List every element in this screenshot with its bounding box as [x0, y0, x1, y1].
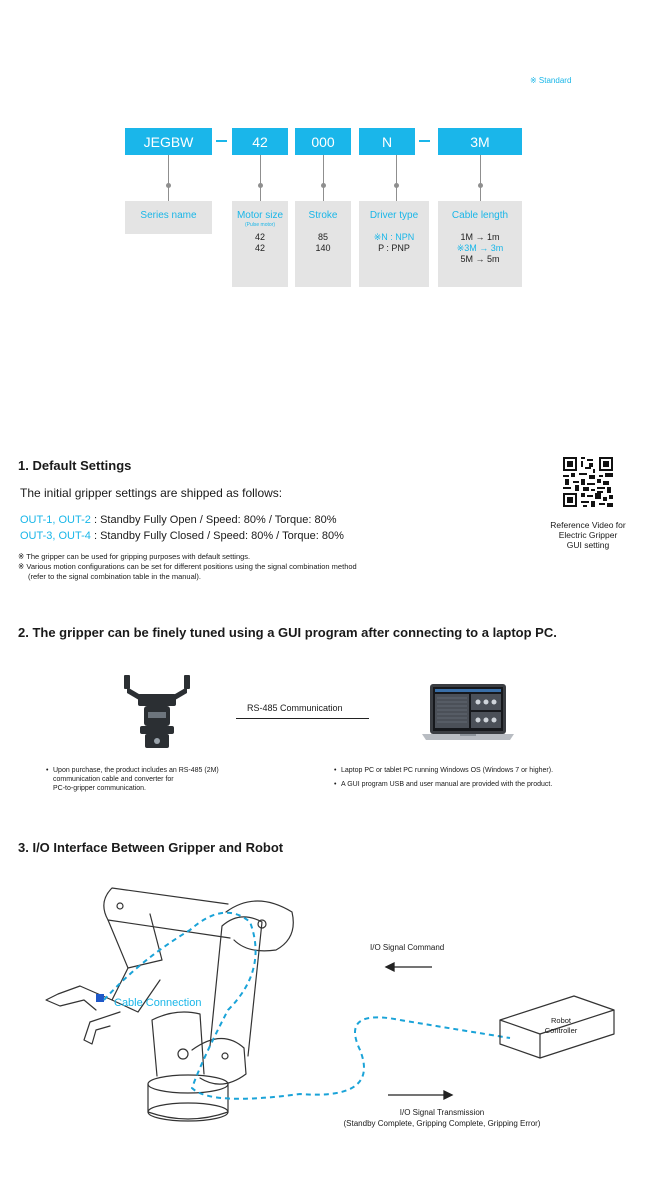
- bullet-line: PC-to-gripper communication.: [53, 785, 146, 792]
- code-series: JEGBW: [125, 128, 212, 155]
- code-driver: N: [359, 128, 415, 155]
- rs485-line: [236, 718, 369, 719]
- connector-line: [480, 155, 481, 203]
- right-bullet-2: • A GUI program USB and user manual are provided with the product.: [341, 780, 552, 789]
- out2-value: : Standby Fully Closed / Speed: 80% / Torque: 80%: [90, 530, 344, 542]
- qr-code-icon[interactable]: [563, 457, 613, 507]
- connector-dot: [394, 183, 399, 188]
- robot-controller-label: [534, 1016, 588, 1036]
- spec-stroke: [295, 201, 351, 287]
- left-bullet: [53, 766, 219, 793]
- spec-series: [125, 201, 212, 234]
- spec-stroke-row: 140: [315, 243, 331, 253]
- connector-line: [396, 155, 397, 203]
- code-dash: [419, 140, 430, 142]
- out1-key: OUT-1, OUT-2: [20, 514, 91, 526]
- out1-value: : Standby Fully Open / Speed: 80% / Torque: 80%: [90, 514, 337, 526]
- io-command-label: I/O Signal Command: [370, 943, 445, 952]
- spec-driver-row: P : PNP: [378, 243, 410, 253]
- section3-heading: 3. I/O Interface Between Gripper and Robot: [18, 840, 284, 855]
- section1-lead: The initial gripper settings are shipped as follows:: [20, 486, 283, 500]
- io-transmission-label: [292, 1107, 592, 1129]
- spec-motor-subtitle: (Pulse motor): [244, 222, 275, 228]
- qr-caption-line: Reference Video for: [550, 520, 626, 530]
- section2-heading: 2. The gripper can be finely tuned using a GUI program after connecting to a laptop PC.: [18, 625, 557, 640]
- note-1: ※ The gripper can be used for gripping purposes with default settings.: [18, 552, 251, 561]
- bullet-line: communication cable and converter for: [53, 776, 174, 783]
- controller-label-line: Robot: [550, 1016, 571, 1025]
- connector-dot: [321, 183, 326, 188]
- standard-note: ※ Standard: [530, 76, 572, 85]
- connector-line: [168, 155, 169, 203]
- spec-cable-row: 1M → 1m: [460, 232, 500, 242]
- code-stroke: 000: [295, 128, 351, 155]
- code-dash: [216, 140, 227, 142]
- connector-dot: [166, 183, 171, 188]
- spec-driver-title: Driver type: [369, 210, 419, 221]
- laptop-illustration: [420, 683, 516, 743]
- spec-motor-title: Motor size: [236, 210, 284, 221]
- bullet-line: • Upon purchase, the product includes an RS-485 (2M): [53, 767, 219, 774]
- spec-driver-row: ※N : NPN: [373, 232, 415, 242]
- connector-line: [323, 155, 324, 203]
- right-bullet-1: • Laptop PC or tablet PC running Windows OS (Windows 7 or higher).: [341, 766, 553, 775]
- spec-motor-row: 42: [254, 232, 265, 242]
- code-cable: 3M: [438, 128, 522, 155]
- qr-caption-line: GUI setting: [566, 540, 610, 550]
- qr-caption: [528, 520, 647, 550]
- out1-line: [20, 514, 337, 526]
- spec-stroke-title: Stroke: [308, 210, 338, 221]
- connector-line: [260, 155, 261, 203]
- out2-key: OUT-3, OUT-4: [20, 530, 91, 542]
- controller-label-line: Controller: [544, 1026, 578, 1035]
- note-3: (refer to the signal combination table in the manual).: [28, 572, 202, 581]
- spec-cable-row: 5M → 5m: [460, 254, 500, 264]
- spec-stroke-row: 85: [317, 232, 328, 242]
- spec-cable: [438, 201, 522, 287]
- code-motor: 42: [232, 128, 288, 155]
- qr-caption-line: Electric Gripper: [558, 530, 618, 540]
- connector-dot: [478, 183, 483, 188]
- spec-cable-row: ※3M → 3m: [456, 243, 504, 253]
- spec-series-title: Series name: [140, 210, 197, 221]
- cable-connection-label: Cable Connection: [114, 997, 202, 1009]
- transmission-label-line: I/O Signal Transmission: [399, 1108, 485, 1117]
- connector-dot: [258, 183, 263, 188]
- spec-motor: [232, 201, 288, 287]
- spec-motor-row: 42: [254, 243, 265, 253]
- section1-heading: 1. Default Settings: [18, 458, 132, 473]
- out2-line: [20, 530, 344, 542]
- spec-cable-title: Cable length: [451, 210, 509, 221]
- transmission-label-line: (Standby Complete, Gripping Complete, Gripping Error): [343, 1119, 541, 1128]
- rs485-label: RS-485 Communication: [247, 703, 343, 713]
- gripper-illustration: [118, 672, 196, 750]
- note-2: ※ Various motion configurations can be set for different positions using the signal combination method: [18, 562, 357, 571]
- spec-driver: [359, 201, 429, 287]
